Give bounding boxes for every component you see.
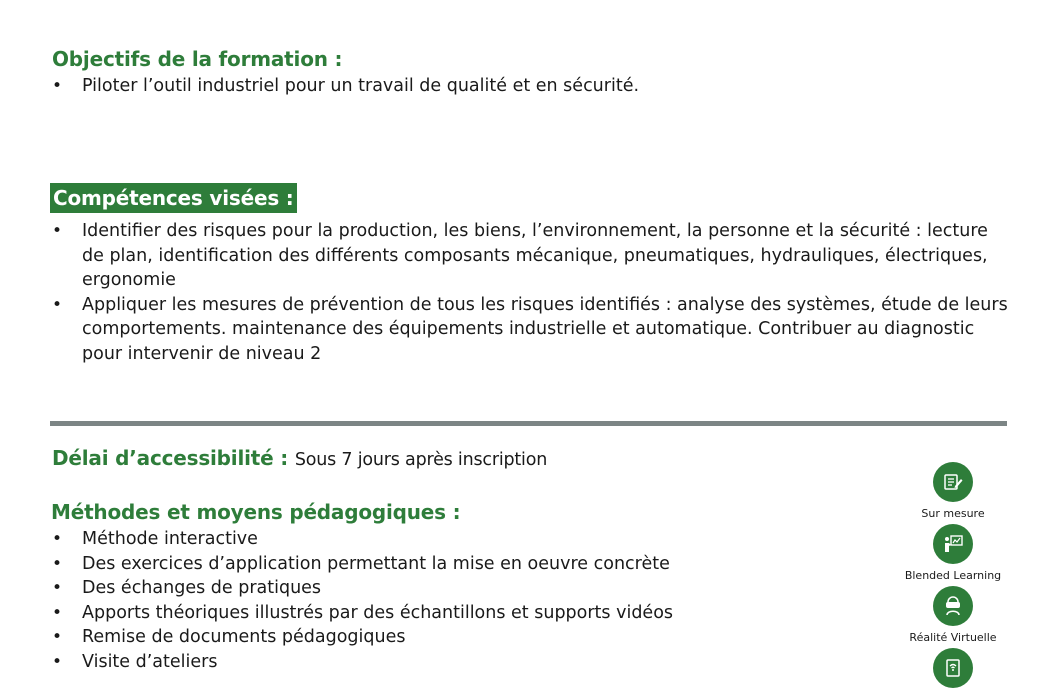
- delai-value: Sous 7 jours après inscription: [294, 450, 548, 470]
- competences-heading: Compétences visées :: [50, 183, 297, 213]
- list-item: • Des exercices d’application permettant la mise en oeuvre concrète: [50, 552, 890, 577]
- delai-label: Délai d’accessibilité :: [52, 446, 289, 470]
- objectifs-list: [50, 74, 1010, 99]
- presenter-board-icon: [933, 524, 973, 564]
- section-divider: [50, 421, 1007, 426]
- wifi-document-icon: [933, 648, 973, 688]
- modality-online: [893, 648, 1013, 688]
- pencil-note-icon: [933, 462, 973, 502]
- list-item: • Piloter l’outil industriel pour un travail de qualité et en sécurité.: [50, 74, 1010, 99]
- delai-line: [52, 446, 547, 470]
- modality-label: Blended Learning: [904, 569, 1002, 582]
- modality-realite-virtuelle: [893, 586, 1013, 644]
- list-item: • Appliquer les mesures de prévention de tous les risques identifiés : analyse des systèmes, étude de leurs comportements. maintenance des équipements industrielle et automatique. Contribuer au diagnostic pour intervenir de niveau 2: [50, 293, 1010, 367]
- modality-sur-mesure: [893, 462, 1013, 520]
- objectifs-heading: Objectifs de la formation :: [52, 47, 343, 71]
- list-item: • Remise de documents pédagogiques: [50, 625, 890, 650]
- list-item: • Visite d’ateliers: [50, 650, 890, 675]
- methodes-list: [50, 527, 890, 675]
- modality-label: Sur mesure: [921, 507, 985, 520]
- list-item: • Méthode interactive: [50, 527, 890, 552]
- modality-blended-learning: [893, 524, 1013, 582]
- vr-headset-icon: [933, 586, 973, 626]
- competences-list: [50, 219, 1010, 367]
- methodes-heading: Méthodes et moyens pédagogiques :: [51, 500, 461, 524]
- list-item: • Des échanges de pratiques: [50, 576, 890, 601]
- modality-label: Réalité Virtuelle: [909, 631, 997, 644]
- list-item: • Identifier des risques pour la production, les biens, l’environnement, la personne et la sécurité : lecture de plan, identification des différents composants mécanique, pneumatiques, hydrauliques, électriques, ergonomie: [50, 219, 1010, 293]
- list-item: • Apports théoriques illustrés par des échantillons et supports vidéos: [50, 601, 890, 626]
